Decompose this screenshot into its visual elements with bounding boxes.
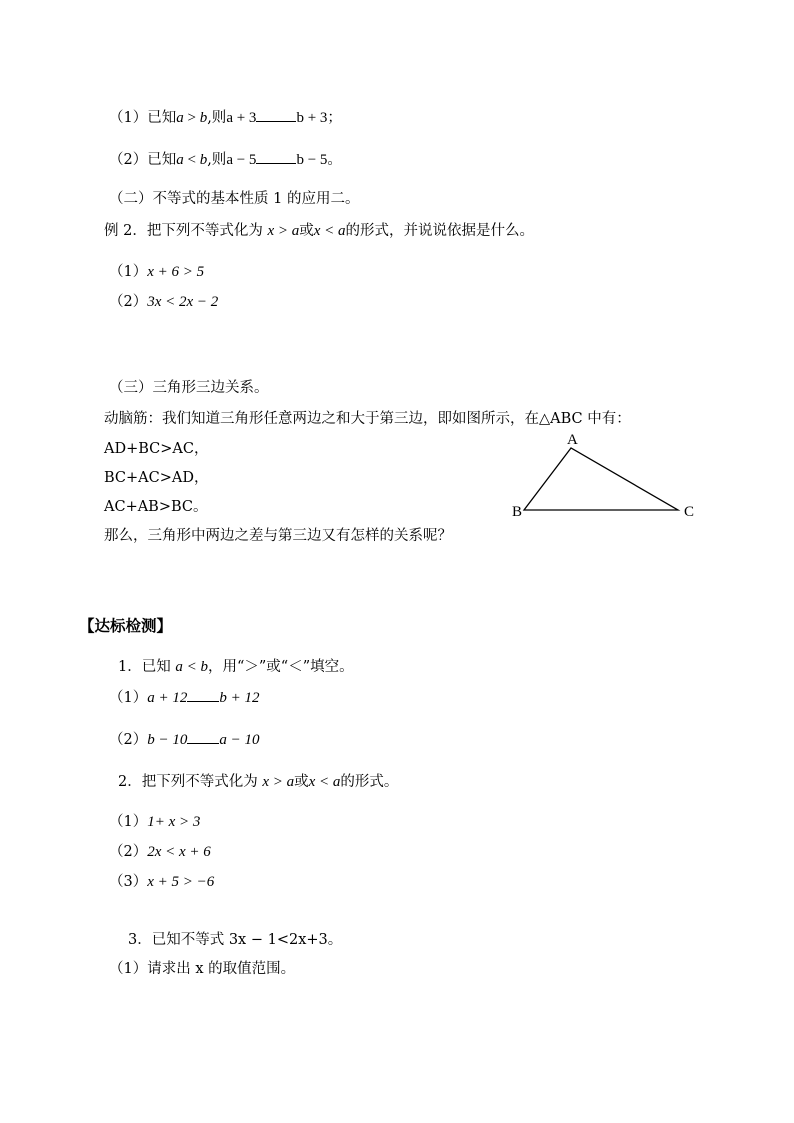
vertex-label-a: A bbox=[567, 432, 578, 448]
expression-left: a + 12 bbox=[147, 690, 188, 706]
item-number: （2） bbox=[109, 732, 148, 748]
expression-left: b − 10 bbox=[147, 732, 188, 748]
q2-item-2 bbox=[109, 842, 211, 862]
example-item-2 bbox=[109, 292, 218, 312]
item-number: （1） bbox=[109, 110, 148, 126]
question-text: 1．已知 bbox=[118, 659, 176, 675]
or-text: 或 bbox=[299, 223, 314, 239]
inequality: x + 6 > 5 bbox=[147, 264, 205, 280]
expression-left: a − 5 bbox=[226, 152, 257, 168]
item-1-line bbox=[109, 107, 342, 128]
item-number: （1） bbox=[109, 814, 148, 830]
punctuation: ； bbox=[327, 110, 342, 126]
answer-blank[interactable] bbox=[187, 687, 219, 702]
section-2-heading: （二）不等式的基本性质 1 的应用二。 bbox=[109, 191, 360, 207]
answer-blank[interactable] bbox=[187, 729, 219, 744]
answer-blank[interactable] bbox=[256, 107, 296, 122]
item-number: （1） bbox=[109, 264, 148, 280]
q1-item-1 bbox=[109, 687, 259, 708]
section-3-question: 那么，三角形中两边之差与第三边又有怎样的关系呢？ bbox=[104, 528, 452, 544]
item-number: （3） bbox=[109, 874, 148, 890]
question-text: 2．把下列不等式化为 bbox=[118, 774, 263, 790]
variable-b: b bbox=[199, 110, 208, 126]
test-heading: 【达标检测】 bbox=[79, 616, 173, 635]
item-2-line bbox=[109, 149, 342, 170]
expression-right: b + 3 bbox=[296, 110, 328, 126]
q2-item-1 bbox=[109, 812, 200, 832]
expression-right: a − 10 bbox=[219, 732, 260, 748]
example-2-line bbox=[104, 221, 534, 241]
q1-item-2 bbox=[109, 729, 259, 750]
item-number: （1） bbox=[109, 690, 148, 706]
item-text: 已知 bbox=[147, 110, 177, 126]
item-number: （2） bbox=[109, 844, 148, 860]
triangle-abc bbox=[524, 448, 678, 510]
expression-right: b − 5 bbox=[296, 152, 328, 168]
item-number: （2） bbox=[109, 294, 148, 310]
q2-line bbox=[118, 772, 398, 792]
variable-a: a bbox=[176, 110, 184, 126]
inequality: 3x < 2x − 2 bbox=[147, 294, 219, 310]
variable-a: a bbox=[176, 152, 184, 168]
expression-left: a + 3 bbox=[226, 110, 257, 126]
form-2: x < a bbox=[313, 223, 346, 239]
vertex-label-b: B bbox=[512, 504, 523, 520]
relation-2: BC+AC>AD， bbox=[104, 470, 209, 486]
inequality: 2x < x + 6 bbox=[147, 844, 211, 860]
question-text: 的形式。 bbox=[340, 774, 399, 790]
q2-item-3 bbox=[109, 872, 214, 892]
form-2: x < a bbox=[308, 774, 341, 790]
example-text: 的形式，并说说依据是什么。 bbox=[345, 223, 535, 239]
q3-line: 3．已知不等式 3x − 1<2x+3。 bbox=[128, 932, 343, 948]
relation-3: AC+AB>BC。 bbox=[104, 499, 208, 515]
inequality: x + 5 > −6 bbox=[147, 874, 215, 890]
item-text: ,则 bbox=[207, 152, 227, 168]
operator: < bbox=[183, 152, 200, 168]
answer-blank[interactable] bbox=[256, 149, 296, 164]
item-number: （2） bbox=[109, 152, 148, 168]
section-3-intro: 动脑筋：我们知道三角形任意两边之和大于第三边，即如图所示，在△ABC 中有： bbox=[104, 411, 631, 427]
condition: a < b bbox=[175, 659, 208, 675]
or-text: 或 bbox=[294, 774, 309, 790]
variable-b: b bbox=[199, 152, 208, 168]
example-text: 例 2．把下列不等式化为 bbox=[104, 223, 268, 239]
triangle-figure bbox=[500, 425, 710, 525]
item-text: ,则 bbox=[207, 110, 227, 126]
form-1: x > a bbox=[267, 223, 300, 239]
form-1: x > a bbox=[262, 774, 295, 790]
q1-line bbox=[118, 657, 354, 677]
punctuation: 。 bbox=[327, 152, 342, 168]
q3-sub-1: （1）请求出 x 的取值范围。 bbox=[109, 961, 296, 977]
operator: > bbox=[183, 110, 200, 126]
example-item-1 bbox=[109, 262, 204, 282]
vertex-label-c: C bbox=[684, 504, 695, 520]
section-3-heading: （三）三角形三边关系。 bbox=[109, 380, 269, 396]
inequality: 1+ x > 3 bbox=[147, 814, 201, 830]
expression-right: b + 12 bbox=[219, 690, 260, 706]
item-text: 已知 bbox=[147, 152, 177, 168]
question-text: ，用“＞”或“＜”填空。 bbox=[207, 659, 354, 675]
relation-1: AD+BC>AC， bbox=[104, 441, 209, 457]
